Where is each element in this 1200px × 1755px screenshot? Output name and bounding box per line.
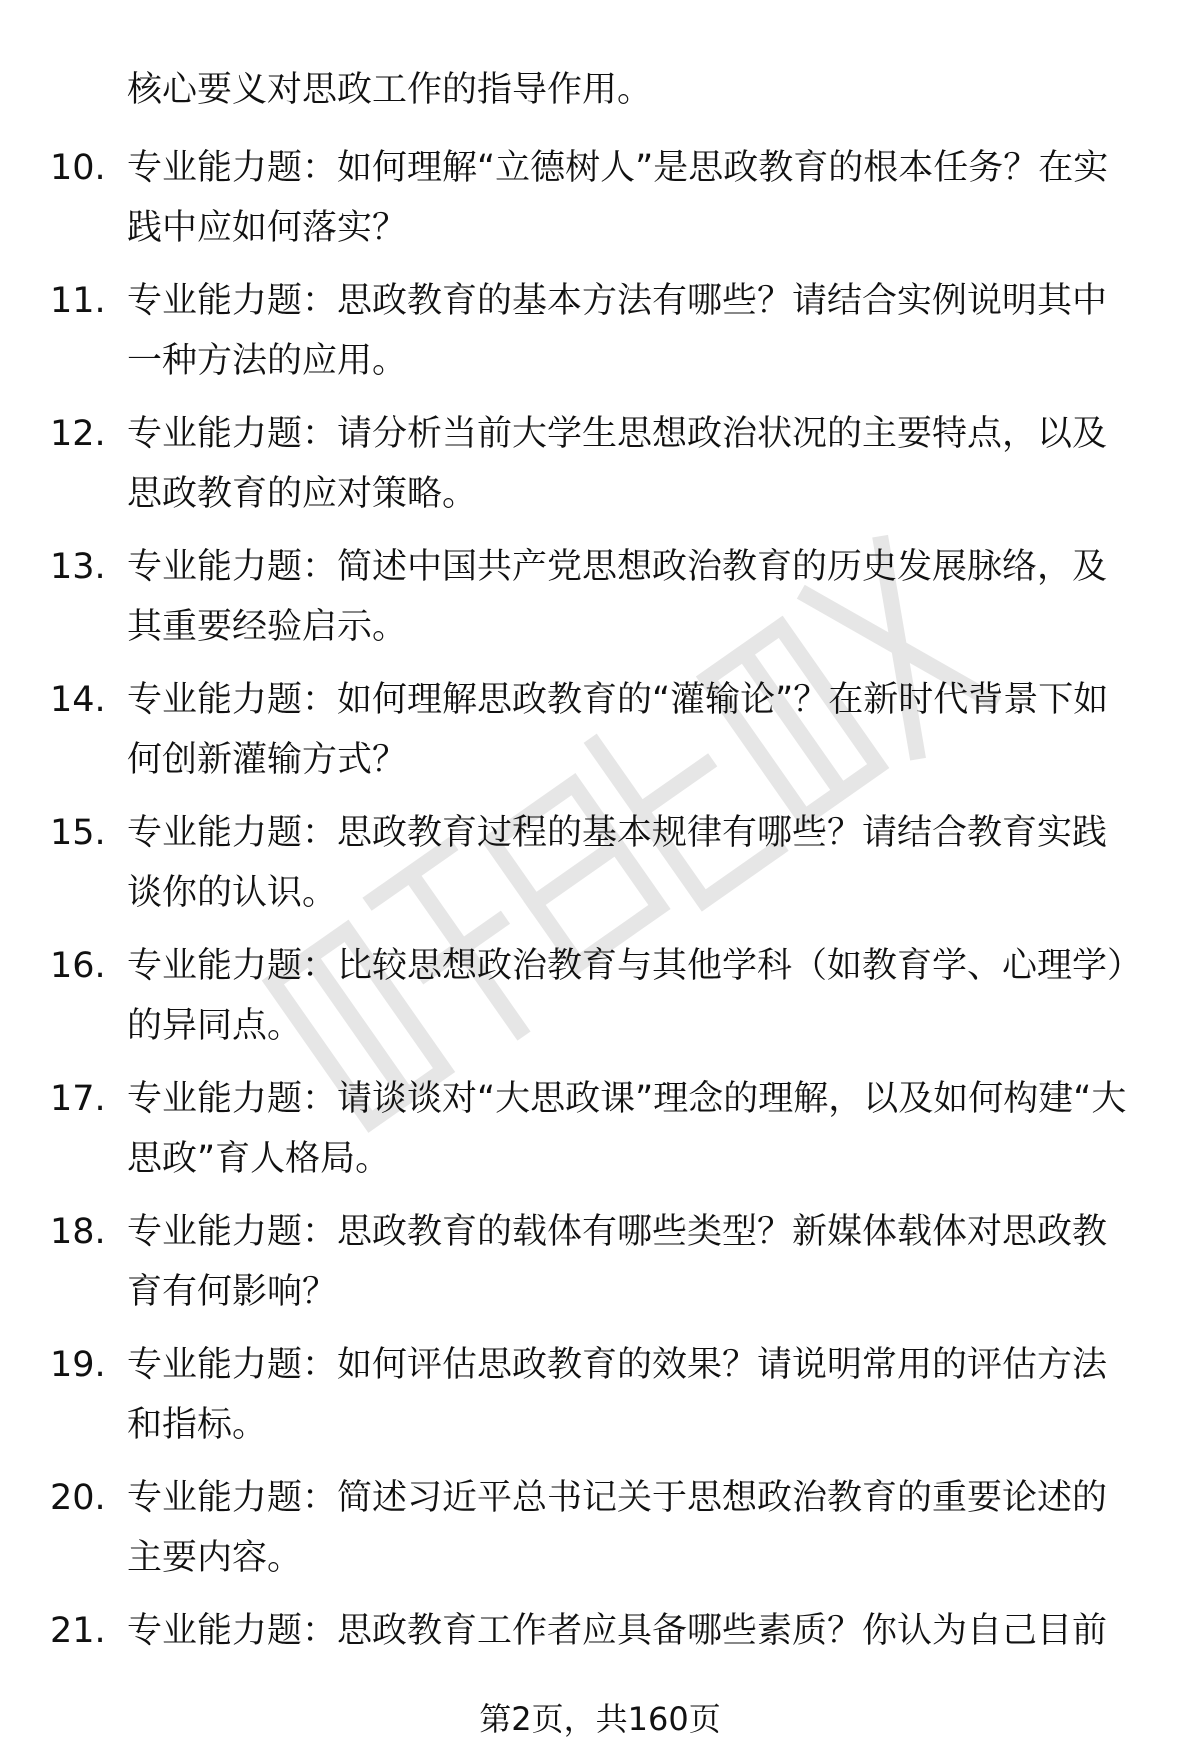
question-item-19 (0, 1335, 1200, 1468)
question-item-14 (0, 670, 1200, 803)
question-number: 19. (50, 1345, 106, 1385)
question-number: 14. (50, 680, 106, 720)
question-text: 专业能力题：请谈谈对“大思政课”理念的理解，以及如何构建“大思政”育人格局。 (127, 1079, 1127, 1179)
question-text: 专业能力题：请分析当前大学生思想政治状况的主要特点，以及思政教育的应对策略。 (127, 414, 1108, 514)
question-item-17 (0, 1069, 1200, 1202)
question-item-11 (0, 271, 1200, 404)
question-number: 13. (50, 547, 106, 587)
question-text: 专业能力题：如何理解思政教育的“灌输论”？在新时代背景下如何创新灌输方式？ (127, 680, 1109, 780)
question-number: 11. (50, 281, 106, 321)
continued-question-text: 核心要义对思政工作的指导作用。 (127, 70, 653, 110)
question-item-13 (0, 537, 1200, 670)
question-number: 15. (50, 813, 106, 853)
question-text: 专业能力题：如何理解“立德树人”是思政教育的根本任务？在实践中应如何落实？ (127, 148, 1109, 248)
question-item-18 (0, 1202, 1200, 1335)
question-text: 专业能力题：思政教育过程的基本规律有哪些？请结合教育实践谈你的认识。 (127, 813, 1108, 913)
question-text: 专业能力题：思政教育的载体有哪些类型？新媒体载体对思政教育有何影响？ (127, 1212, 1108, 1312)
question-text: 专业能力题：简述习近平总书记关于思想政治教育的重要论述的主要内容。 (127, 1478, 1108, 1578)
question-item-20 (0, 1468, 1200, 1601)
question-number: 10. (50, 148, 106, 188)
question-number: 21. (50, 1611, 106, 1651)
question-number: 17. (50, 1079, 106, 1119)
question-item-12 (0, 404, 1200, 537)
question-text: 专业能力题：简述中国共产党思想政治教育的历史发展脉络，及其重要经验启示。 (127, 547, 1108, 647)
question-item-16 (0, 936, 1200, 1069)
question-item-15 (0, 803, 1200, 936)
page-number-footer: 第2页，共160页 (479, 1700, 721, 1738)
question-item-10 (0, 138, 1200, 271)
question-number: 16. (50, 946, 106, 986)
question-text: 专业能力题：比较思想政治教育与其他学科（如教育学、心理学）的异同点。 (127, 946, 1125, 1046)
question-number: 20. (50, 1478, 106, 1518)
question-number: 12. (50, 414, 106, 454)
question-text: 专业能力题：思政教育工作者应具备哪些素质？你认为自己目前 (127, 1611, 1108, 1651)
question-list (0, 138, 1200, 1734)
question-number: 18. (50, 1212, 106, 1252)
question-text: 专业能力题：思政教育的基本方法有哪些？请结合实例说明其中一种方法的应用。 (127, 281, 1108, 381)
question-text: 专业能力题：如何评估思政教育的效果？请说明常用的评估方法和指标。 (127, 1345, 1108, 1445)
